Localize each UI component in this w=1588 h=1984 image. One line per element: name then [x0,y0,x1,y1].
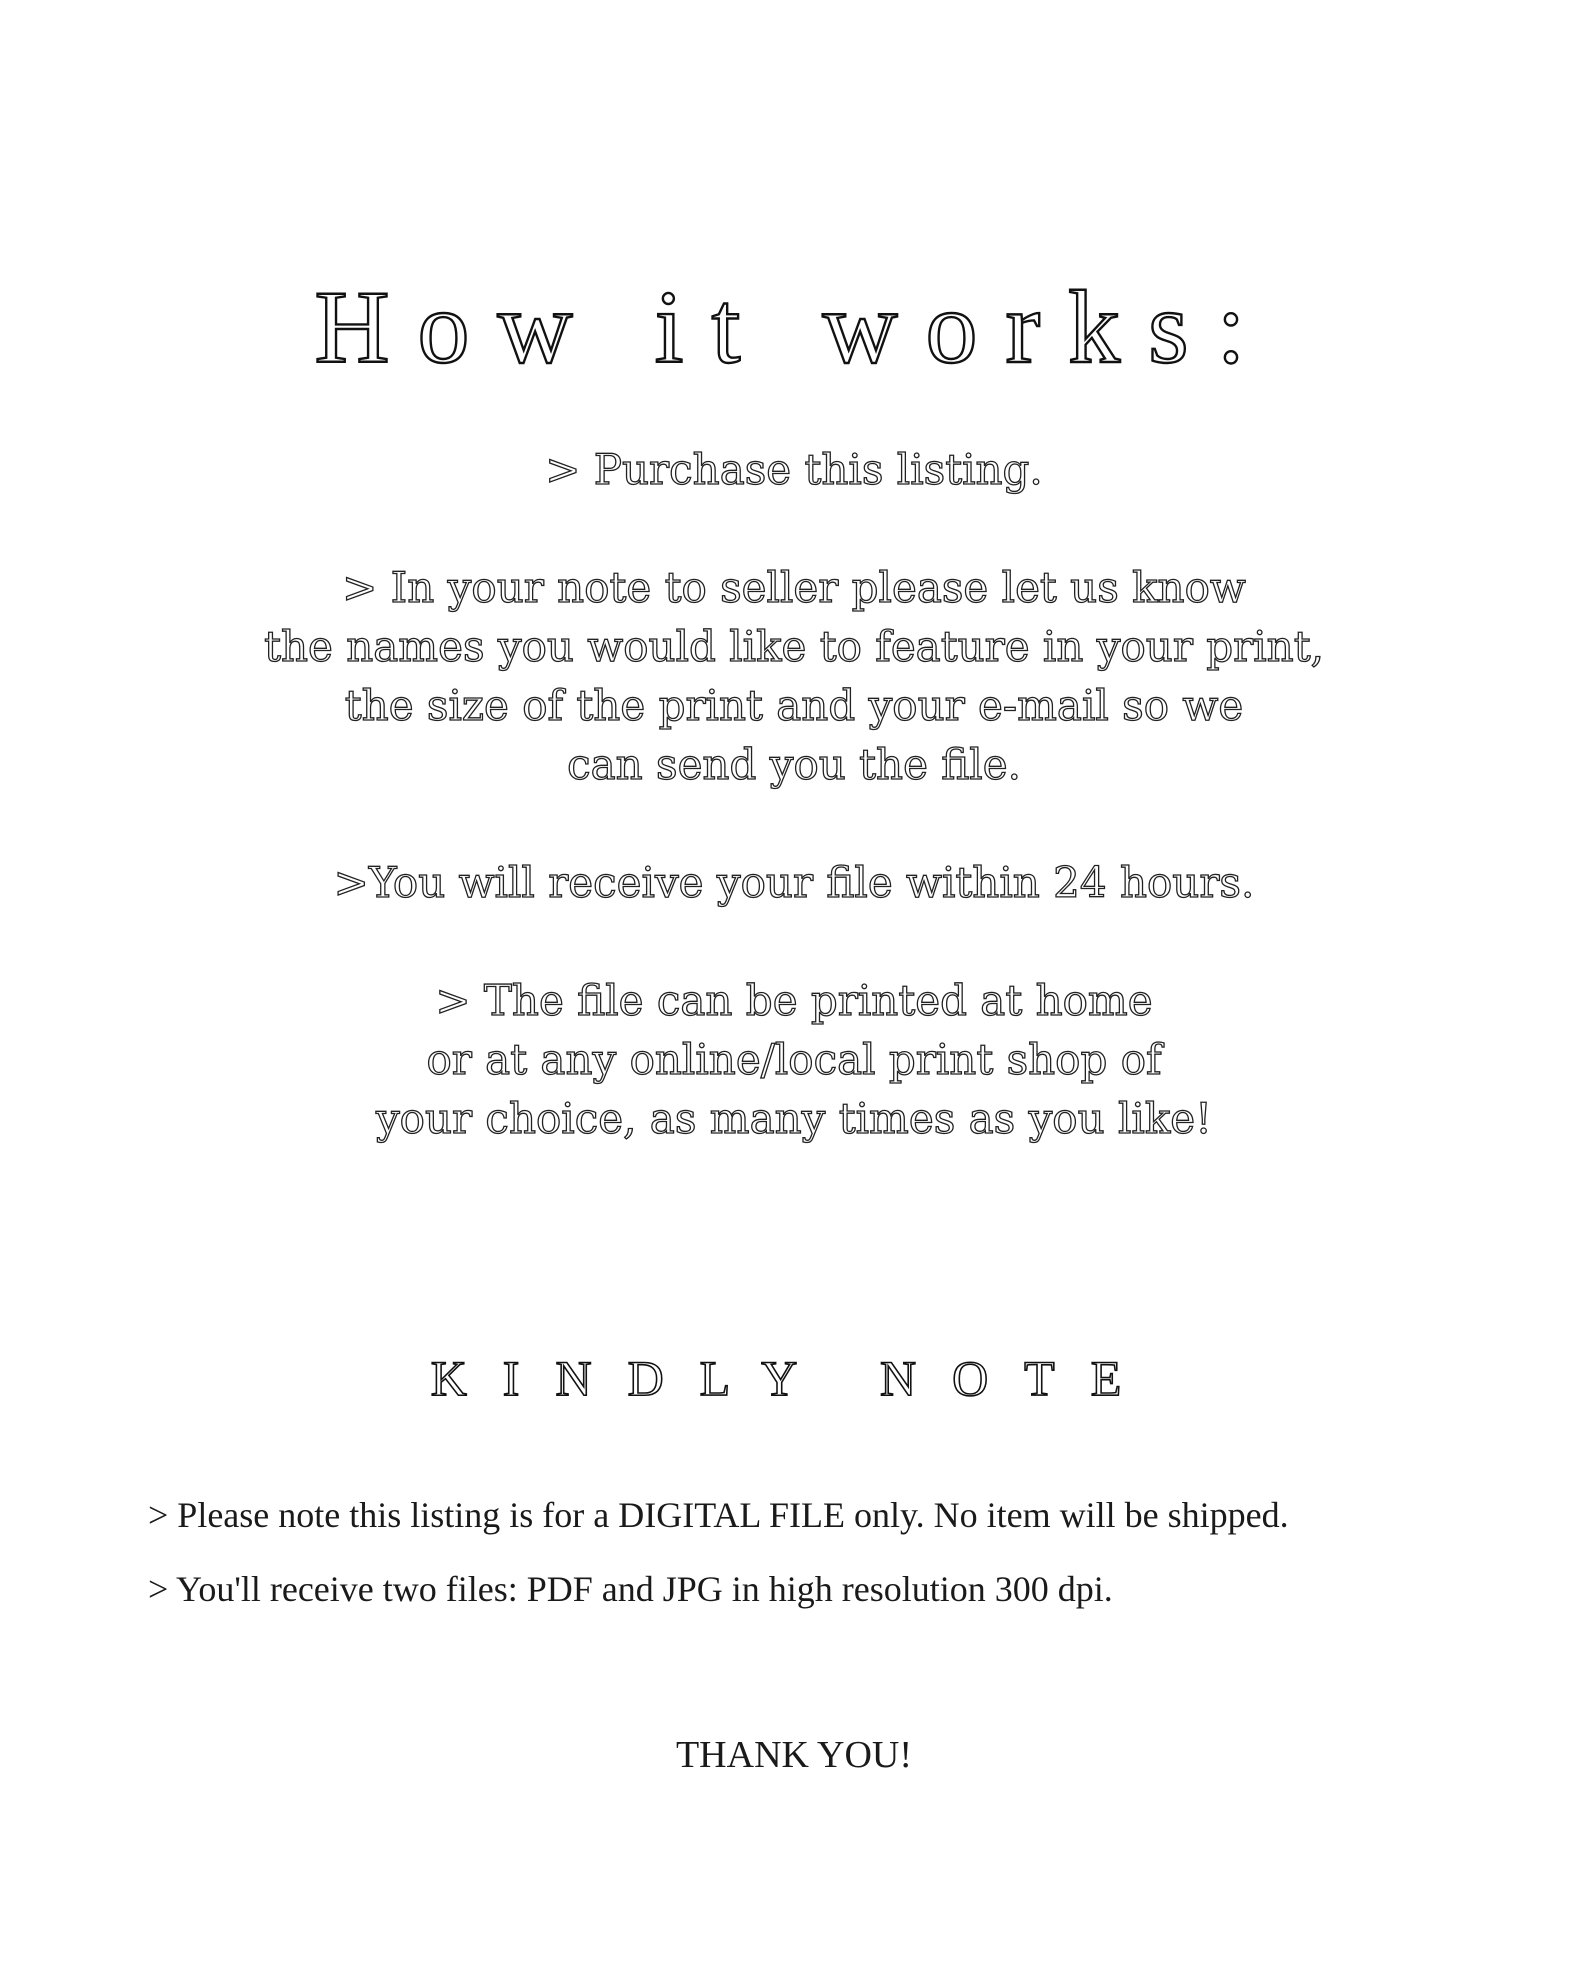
steps-list [0,440,1588,1207]
step-printing: > The file can be printed at home or at any online/local print shop of your choice, as many times as you like! [375,976,1213,1143]
note-file-formats: > You'll receive two files: PDF and JPG in high resolution 300 dpi. [148,1569,1113,1609]
step-purchase: > Purchase this listing. [545,445,1043,494]
kindly-note-heading: KINDLY NOTE [430,1350,1158,1406]
page-title: How it works: [314,270,1274,385]
step-note-to-seller: > In your note to seller please let us know the names you would like to feature in your print, the size of the print and your e-mail so we can send you the file. [264,563,1324,789]
thank-you-text: THANK YOU! [675,1734,913,1776]
step-receive-file: >You will receive your file within 24 hours. [333,858,1255,907]
notes-list [148,1478,1548,1626]
note-digital-file: > Please note this listing is for a DIGITAL FILE only. No item will be shipped. [148,1495,1289,1535]
